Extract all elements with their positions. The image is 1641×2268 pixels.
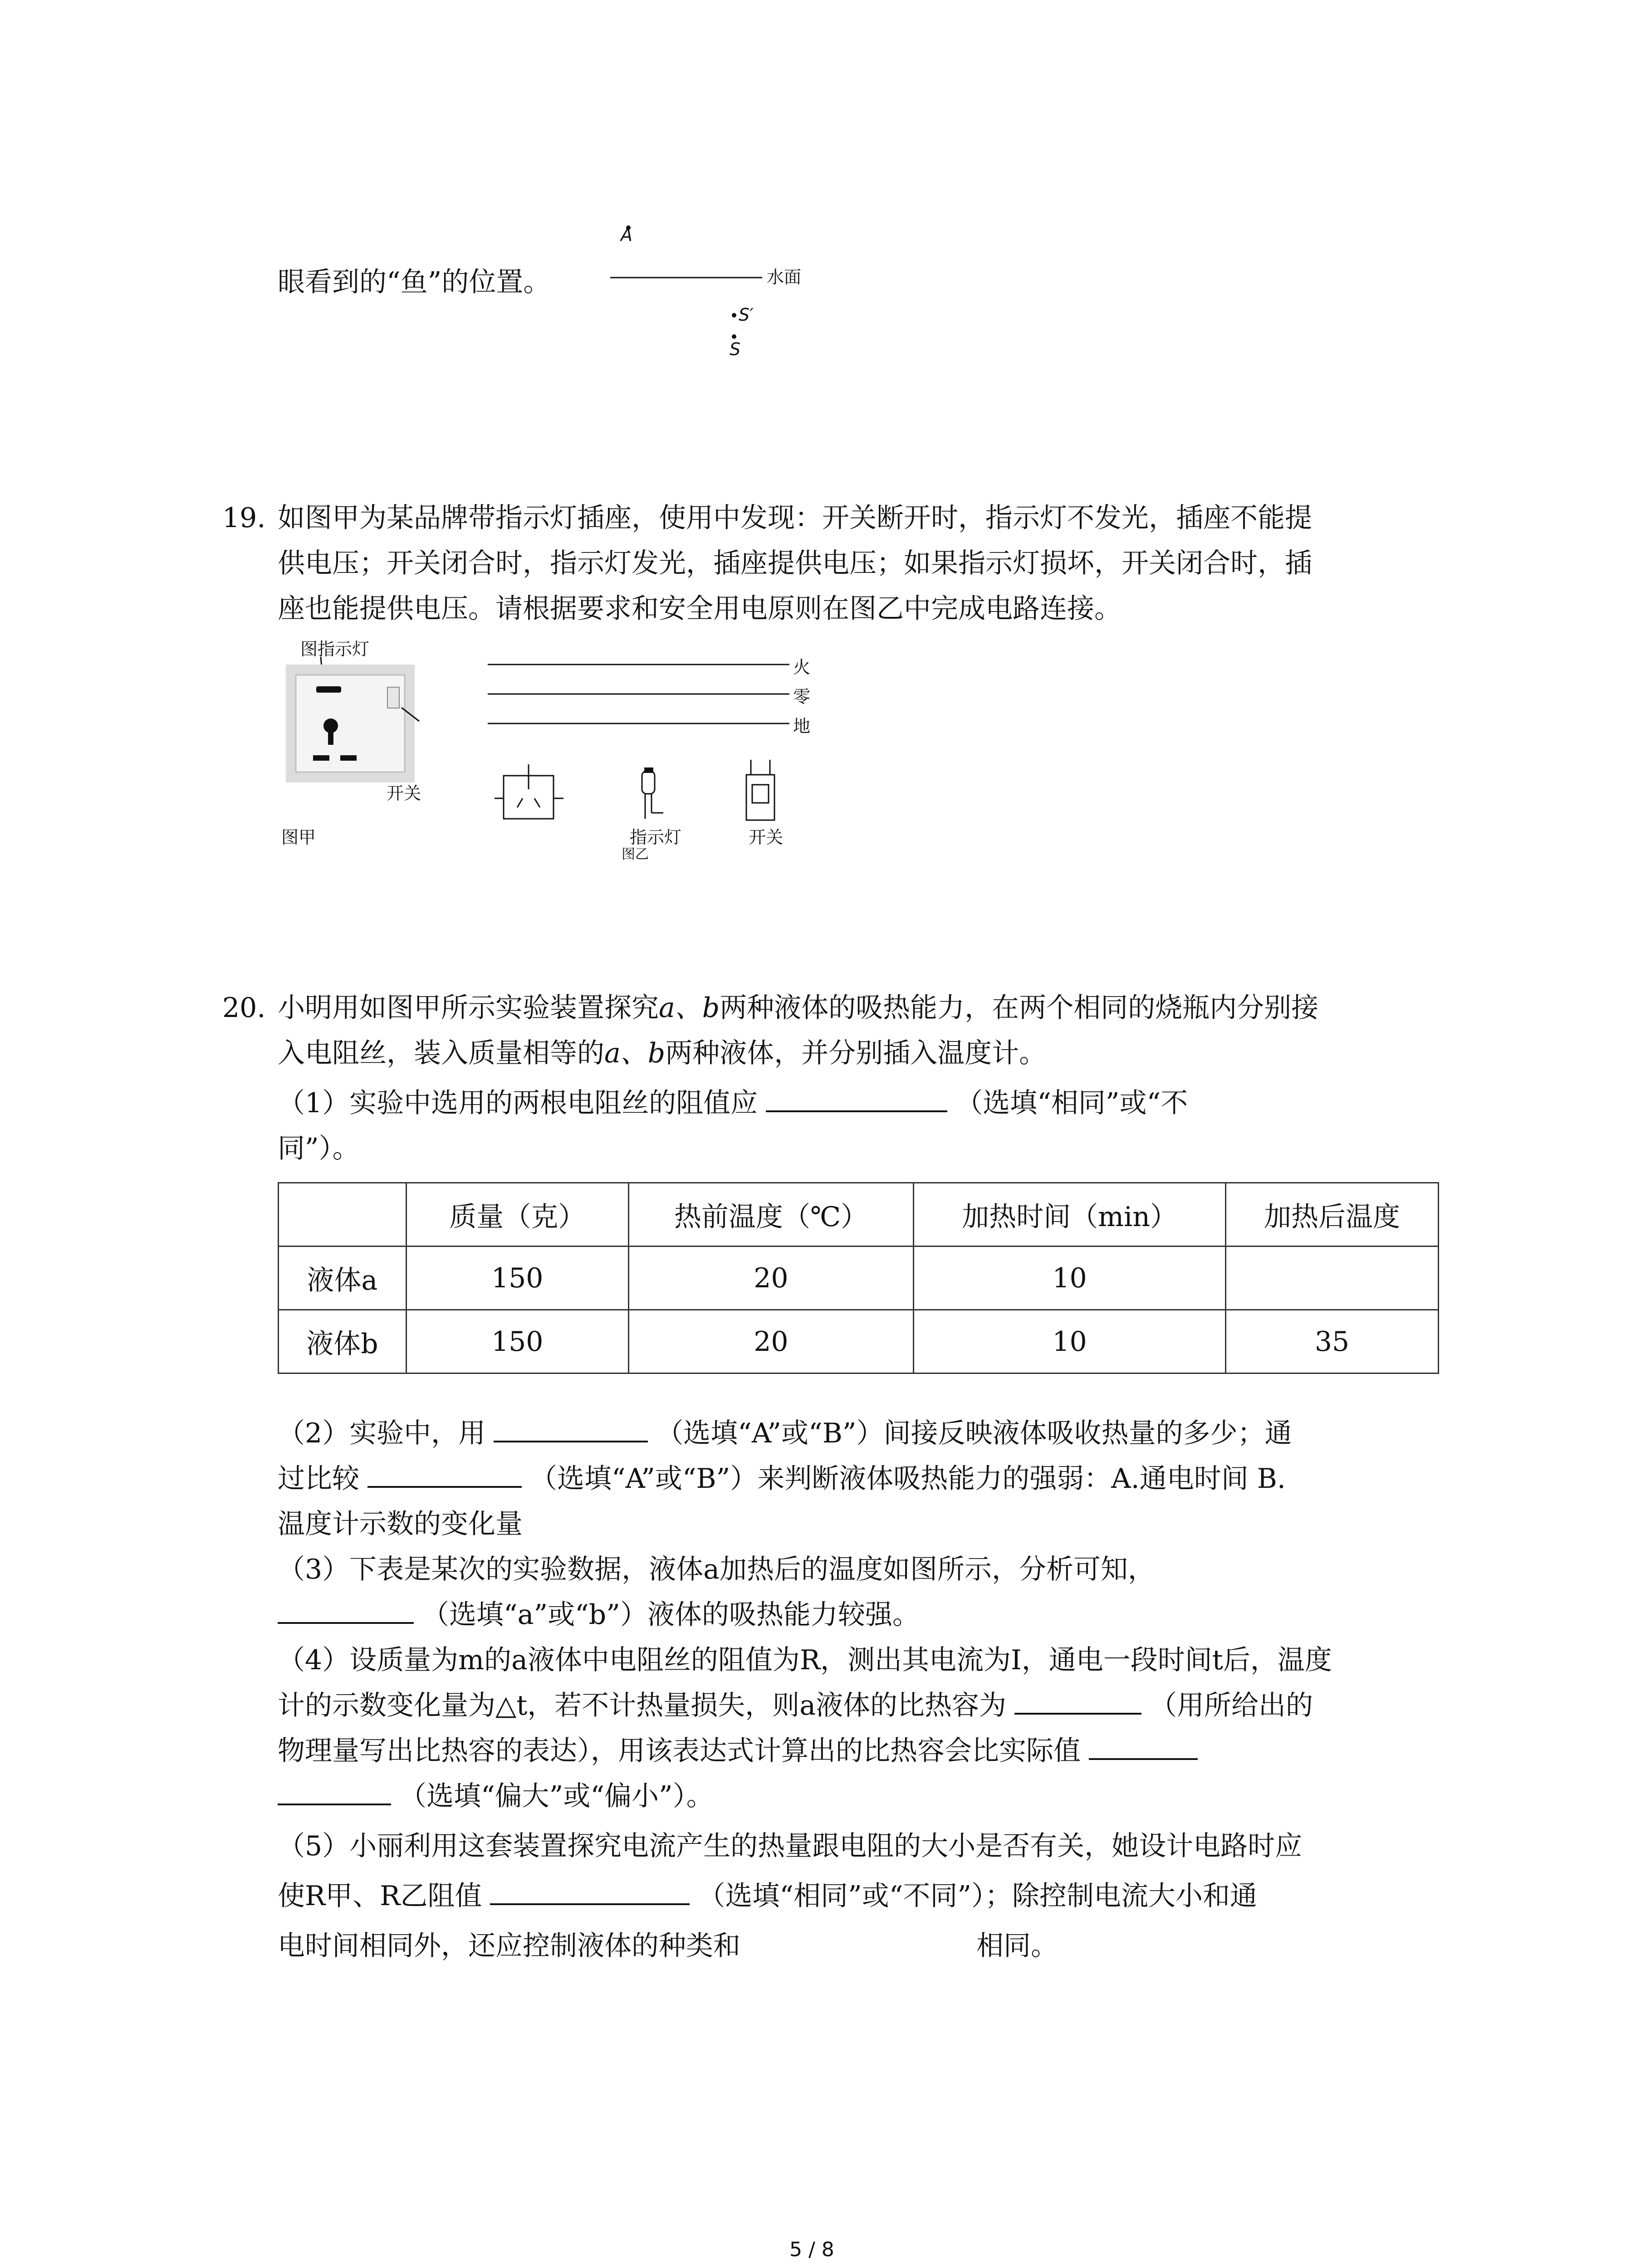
table-cell: 35 bbox=[1226, 1310, 1439, 1374]
table-cell: 10 bbox=[914, 1246, 1226, 1310]
table-header: 质量（克） bbox=[406, 1183, 628, 1246]
q18-tail-text: 眼看到的“鱼”的位置。 bbox=[278, 266, 551, 298]
q19-line3: 座也能提供电压。请根据要求和安全用电原则在图乙中完成电路连接。 bbox=[278, 593, 1122, 625]
q20-part2-line1: （2）实验中，用 （选填“A”或“B”）间接反映液体吸收热量的多少；通 bbox=[278, 1411, 1292, 1456]
q20-intro-line1: 小明用如图甲所示实验装置探究a、b两种液体的吸热能力，在两个相同的烧瓶内分别接 bbox=[278, 992, 1319, 1024]
answer-blank-7[interactable] bbox=[278, 1775, 391, 1805]
socket-figure bbox=[278, 635, 459, 853]
table-header-row bbox=[279, 1183, 1439, 1246]
q20-part3-line2: （选填“a”或“b”）液体的吸热能力较强。 bbox=[278, 1592, 920, 1637]
table-cell: 液体a bbox=[279, 1246, 407, 1310]
q20-part1-cont: 同”）。 bbox=[278, 1133, 360, 1164]
table-cell: 10 bbox=[914, 1310, 1226, 1374]
q20-part2-line3: 温度计示数的变化量 bbox=[278, 1508, 523, 1540]
table-header bbox=[279, 1183, 407, 1246]
page-number: 5 / 8 bbox=[789, 2238, 834, 2261]
socket-image bbox=[278, 635, 459, 853]
q20-part2-line2: 过比较 （选填“A”或“B”）来判断液体吸热能力的强弱：A.通电时间 B. bbox=[278, 1456, 1286, 1501]
table-row bbox=[279, 1246, 1439, 1310]
circuit-figure bbox=[485, 649, 857, 862]
experiment-table bbox=[278, 1182, 1439, 1374]
answer-blank-3[interactable] bbox=[367, 1458, 522, 1488]
table-header: 加热时间（min） bbox=[914, 1183, 1226, 1246]
q19-line2: 供电压；开关闭合时，指示灯发光，插座提供电压；如果指示灯损坏，开关闭合时，插 bbox=[278, 547, 1312, 579]
answer-blank-4[interactable] bbox=[278, 1594, 414, 1624]
table-header: 热前温度（℃） bbox=[628, 1183, 913, 1246]
lamp-label: 指示灯 bbox=[630, 827, 682, 847]
table-header: 加热后温度 bbox=[1226, 1183, 1439, 1246]
q20-part4-line4: （选填“偏大”或“偏小”）。 bbox=[278, 1774, 714, 1819]
live-wire-label: 火 bbox=[793, 657, 811, 677]
table-cell: 液体b bbox=[279, 1310, 407, 1374]
answer-blank-2[interactable] bbox=[494, 1413, 648, 1442]
figure-b-caption: 图乙 bbox=[622, 846, 649, 862]
table-cell: 20 bbox=[628, 1246, 913, 1310]
answer-blank-6[interactable] bbox=[1089, 1730, 1198, 1760]
neutral-wire-label: 零 bbox=[793, 687, 811, 707]
q19-number: 19. bbox=[222, 502, 266, 534]
indicator-label: 图指示灯 bbox=[300, 639, 370, 659]
point-a-label: A bbox=[621, 225, 632, 245]
point-s-label: S bbox=[730, 339, 741, 359]
q20-intro-line2: 入电阻丝，装入质量相等的a、b两种液体，并分别插入温度计。 bbox=[278, 1037, 1047, 1069]
socket-switch-label: 开关 bbox=[387, 783, 421, 803]
table-cell bbox=[1226, 1246, 1439, 1310]
table-cell: 150 bbox=[406, 1246, 628, 1310]
q18-figure bbox=[590, 218, 844, 372]
table-cell: 20 bbox=[628, 1310, 913, 1374]
answer-blank-1[interactable] bbox=[766, 1082, 947, 1112]
point-s-prime-label: S′ bbox=[739, 305, 754, 325]
q20-part4-line3: 物理量写出比热容的表达），用该表达式计算出的比热容会比实际值 bbox=[278, 1728, 1206, 1774]
table-row bbox=[279, 1310, 1439, 1374]
table-cell: 150 bbox=[406, 1310, 628, 1374]
switch-label: 开关 bbox=[749, 827, 784, 847]
q20-part5-line2: 使R甲、R乙阻值 （选填“相同”或“不同”）；除控制电流大小和通 bbox=[278, 1873, 1257, 1919]
answer-blank-8[interactable] bbox=[490, 1875, 690, 1905]
q20-number: 20. bbox=[222, 992, 266, 1024]
q20-part4-line2: 计的示数变化量为△t，若不计热量损失，则a液体的比热容为 （用所给出的 bbox=[278, 1683, 1313, 1728]
figure-a-caption: 图甲 bbox=[281, 827, 316, 847]
water-surface-label: 水面 bbox=[767, 267, 802, 287]
q20-part5-line1: （5）小丽利用这套装置探究电流产生的热量跟电阻的大小是否有关，她设计电路时应 bbox=[278, 1830, 1303, 1862]
answer-blank-5[interactable] bbox=[1014, 1685, 1141, 1715]
q20-part5-line3: 电时间相同外，还应控制液体的种类和 相同。 bbox=[278, 1930, 1058, 1962]
ground-wire-label: 地 bbox=[793, 716, 811, 736]
q20-part4-line1: （4）设质量为m的a液体中电阻丝的阻值为R，测出其电流为I，通电一段时间t后，温度 bbox=[278, 1644, 1332, 1676]
q20-part1: （1）实验中选用的两根电阻丝的阻值应 （选填“相同”或“不 bbox=[278, 1080, 1188, 1126]
q20-part3-line1: （3）下表是某次的实验数据，液体a加热后的温度如图所示，分析可知， bbox=[278, 1554, 1155, 1585]
q19-line1: 如图甲为某品牌带指示灯插座，使用中发现：开关断开时，指示灯不发光，插座不能提 bbox=[278, 502, 1312, 534]
